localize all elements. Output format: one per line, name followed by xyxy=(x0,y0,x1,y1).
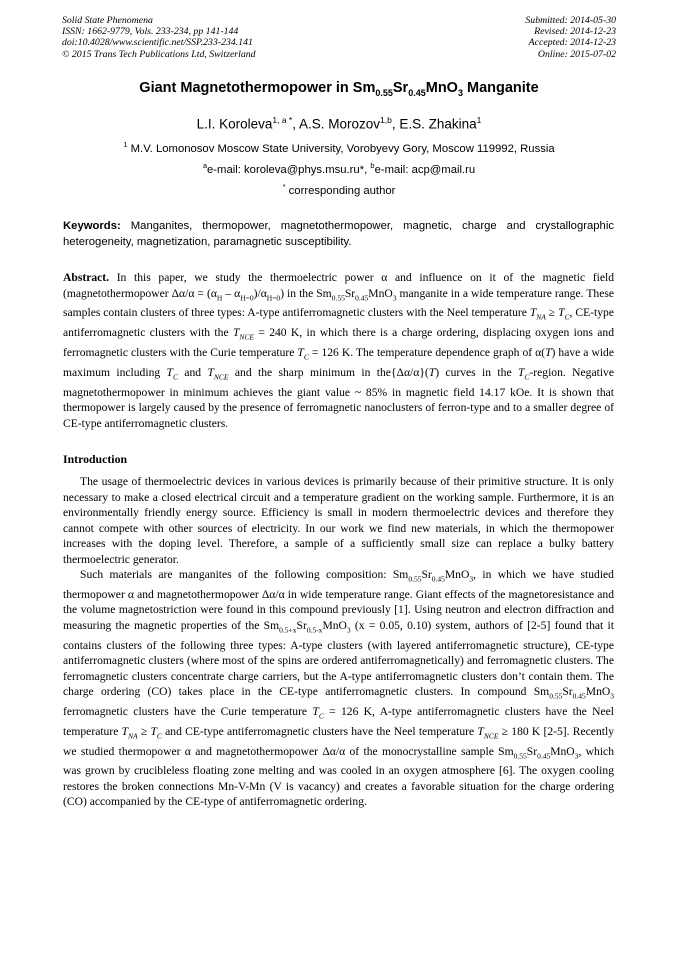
keywords xyxy=(63,219,614,250)
introduction-body xyxy=(63,474,614,810)
revised-date: Revised: 2014-12-23 xyxy=(534,26,616,38)
author-zhakina: E.S. Zhakina xyxy=(399,116,477,132)
header-left xyxy=(62,15,256,60)
issn-line: ISSN: 1662-9779, Vols. 233-234, pp 141-144 xyxy=(62,26,239,38)
email-line: $^a$e-mail: koroleva@phys.msu.ru*, $^b$e-mail: acp@mail.ru xyxy=(202,161,476,176)
accepted-date: Accepted: 2014-12-23 xyxy=(528,37,616,49)
journal-name: Solid State Phenomena xyxy=(62,15,153,26)
email-koroleva[interactable]: e-mail: koroleva@phys.msu.ru*, xyxy=(206,163,371,176)
submitted-date: Submitted: 2014-05-30 xyxy=(525,15,616,26)
online-date: Online: 2015-07-02 xyxy=(537,48,616,60)
author-morozov: A.S. Morozov xyxy=(299,116,381,132)
header-right xyxy=(525,15,616,60)
intro-paragraph-1: The usage of thermoelectric devices in various devices is primarily because of their primitive structure. It is only necessary to make a closed electrical circuit and a temperature gradient on the working sample. Furthermore, it is an environmentally friendly energy source. Efficiency is small in modern thermoelectric devices and therefore they cannot compete with other sources of electricity. In our work we find new materials, in which the thermopower increases with the doping level. Therefore, a sample of a sufficiently small size can replace a bulky battery thermoelectric generator. xyxy=(63,475,614,566)
author-list: L.I. Koroleva$^{1, a *}$, A.S. Morozov$^{1,b}$, E.S. Zhakina$^1$ xyxy=(196,115,482,132)
keywords-label: Keywords: xyxy=(63,220,121,232)
abstract-label: Abstract. xyxy=(63,271,110,284)
copyright-line: © 2015 Trans Tech Publications Ltd, Switzerland xyxy=(62,48,256,60)
affiliation: $^1$ M.V. Lomonosov Moscow State University, Vorobyevy Gory, Moscow 119992, Russia xyxy=(123,140,555,155)
paper-title: Giant Magnetothermopower in $Sm_{0.55}Sr_{0.45}MnO_3$ Manganite xyxy=(139,80,539,98)
intro-paragraph-2: Such materials are manganites of the following composition: $Sm_{0.55}Sr_{0.45}MnO_3$, in which we have studied thermopower α and magnetothermopower Δα/α in wide temperature range. Giant effects of the magnetoresistance and the volume magnetostriction were found in this compound previously [1]. Using neutron and electron diffraction and measuring the magnetic properties of the $Sm_{0.5+x}Sr_{0.5-x}MnO_3$ (x = 0.05, 0.10) system, authors of [2-5] found that it contains clusters of the following three types: A-type clusters (with layered antiferromagnetic structure), CE-type antiferromagnetic clusters (where most of the spins are ordered antiferromagnetically) and ferromagnetic clusters. The ferromagnetic clusters concentrate charge carriers, but the A-type antiferromagnetic clusters don’t contain them. The charge ordering (CO) takes place in the CE-type antiferromagnetic clusters. In compound $Sm_{0.55}Sr_{0.45}MnO_3$ ferromagnetic clusters have the Curie temperature $T_C = 126$ K, A-type antiferromagnetic clusters have the Neel temperature $T_{NA} \ge T_C$ and CE-type antiferromagnetic clusters have the Neel temperature $T_{NCE} \ge 180$ K [2-5]. Recently we studied thermopower α and magnetothermopower Δα/α of the monocrystalline sample $Sm_{0.55}Sr_{0.45}MnO_3$, which was grown by crucibleless floating zone melting and was cooled in an oxygen atmosphere [6]. The oxygen cooling restores the broken connections Mn-V-Mn (V is vacancy) and creates a favorable situation for the charge ordering (CO) accompanied by the CE-type of antiferromagnetic ordering. xyxy=(63,568,614,809)
abstract: Abstract. In this paper, we study the thermoelectric power α and influence on it of the magnetic field (magnetothermopower $\Delta\alpha/\alpha = (\alpha_H - \alpha_{H=0})/\alpha_{H=0}$) in the $Sm_{0.55}Sr_{0.45}MnO_3$ manganite in a wide temperature range. These samples contain clusters of three types: A-type antiferromagnetic clusters with the Neel temperature $T_{NA} \ge T_C$, CE-type antiferromagnetic clusters with the $T_{NCE} = 240$ K, in which there is a charge ordering, displacing oxygen ions and ferromagnetic clusters with the Curie temperature $T_C = 126$ K. The temperature dependence graph of α(T) have a wide maximum including $T_C$ and $T_{NCE}$ and the sharp minimum in the{Δα/α}(T) curves in the $T_C$-region. Negative magnetothermopower in minimum achieves the giant value ~ 85% in magnetic field 14.17 kOe. It is shown that thermopower is largely caused by the presence of ferromagnetic nanoclusters of ferron-type and to a smaller degree of CE-type antiferromagnetic clusters. xyxy=(63,271,615,430)
section-heading-introduction: Introduction xyxy=(63,452,128,466)
keywords-text: Manganites, thermopower, magnetothermopower, magnetic, charge and crystallographic heterogeneity, magnetization, paramagnetic susceptibility. xyxy=(63,220,614,248)
doi-line[interactable]: doi:10.4028/www.scientific.net/SSP.233-234.141 xyxy=(62,37,253,49)
corresponding-note: * corresponding author xyxy=(282,182,396,197)
author-koroleva: L.I. Koroleva xyxy=(196,116,273,132)
email-morozov[interactable]: e-mail: acp@mail.ru xyxy=(374,163,476,176)
